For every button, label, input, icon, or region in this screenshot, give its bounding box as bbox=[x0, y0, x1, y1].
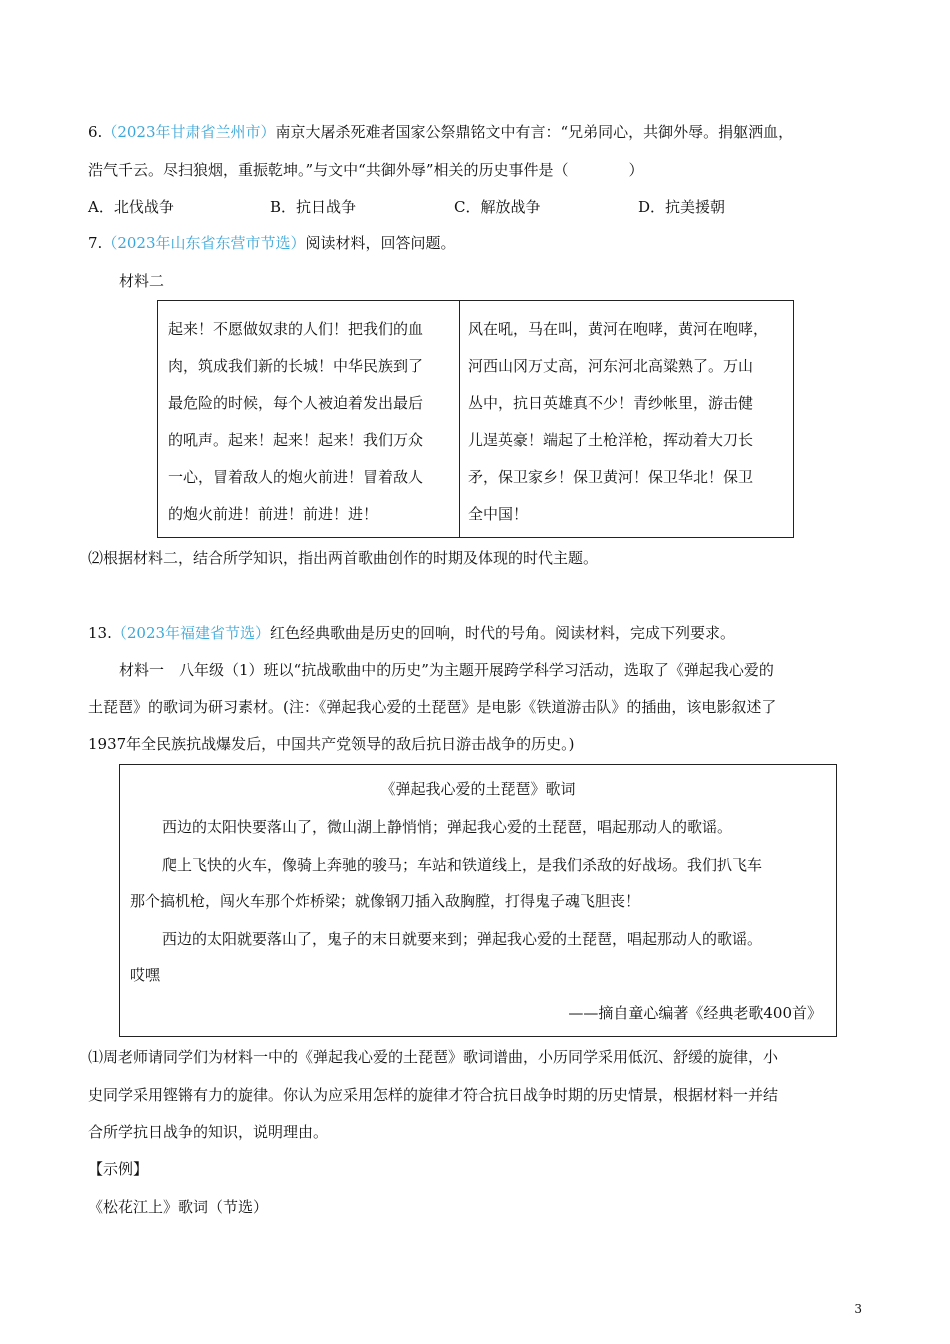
q7-source: （2023年山东省东营市节选） bbox=[102, 234, 306, 252]
lyrics-box bbox=[119, 764, 837, 1037]
q7-number: 7. bbox=[88, 234, 103, 252]
q13-material-1-line-3: 1937年全民族抗战爆发后，中国共产党领导的敌后抗日游击战争的历史。) bbox=[88, 735, 575, 753]
left-cell-line-2: 肉，筑成我们新的长城！中华民族到了 bbox=[168, 357, 424, 375]
q6-line-2: 浩气千云。尽扫狼烟，重振乾坤。”与文中“共御外辱”相关的历史事件是（ ） bbox=[88, 161, 644, 179]
left-cell-line-6: 的炮火前进！前进！前进！进！ bbox=[168, 505, 379, 523]
right-cell-line-6: 全中国！ bbox=[468, 505, 529, 523]
q13-subquestion-1-line-3: 合所学抗日战争的知识，说明理由。 bbox=[88, 1123, 329, 1141]
lyrics-line-5: 哎嘿 bbox=[130, 966, 161, 984]
lyrics-line-4: 西边的太阳就要落山了，鬼子的末日就要来到；弹起我心爱的土琵琶，唱起那动人的歌谣。 bbox=[162, 930, 763, 948]
q13-subquestion-1-line-2: 史同学采用铿锵有力的旋律。你认为应采用怎样的旋律才符合抗日战争时期的历史情景，根据材料一并结 bbox=[88, 1086, 779, 1104]
page-number: 3 bbox=[854, 1302, 862, 1316]
left-cell-line-1: 起来！不愿做奴隶的人们！把我们的血 bbox=[168, 320, 424, 338]
q13-material-1-line-2: 土琵琶》的歌词为研习素材。(注：《弹起我心爱的土琵琶》是电影《铁道游击队》的插曲，该电影叙述了 bbox=[88, 698, 777, 716]
table-divider bbox=[459, 301, 460, 537]
q13-source: （2023年福建省节选） bbox=[111, 624, 271, 642]
right-cell-line-1: 风在吼，马在叫，黄河在咆哮，黄河在咆哮， bbox=[468, 320, 769, 338]
q13-intro: 红色经典歌曲是历史的回响，时代的号角。阅读材料，完成下列要求。 bbox=[270, 624, 736, 642]
q6-option-a: A．北伐战争 bbox=[88, 198, 174, 216]
q6-option-d: D．抗美援朝 bbox=[638, 198, 726, 216]
lyrics-line-1: 西边的太阳快要落山了，微山湖上静悄悄；弹起我心爱的土琵琶，唱起那动人的歌谣。 bbox=[162, 818, 733, 836]
q7-intro: 阅读材料，回答问题。 bbox=[305, 234, 456, 252]
left-cell-line-3: 最危险的时候，每个人被迫着发出最后 bbox=[168, 394, 424, 412]
q6-text-1: 南京大屠杀死难者国家公祭鼎铭文中有言：“兄弟同心，共御外辱。捐躯洒血， bbox=[275, 123, 794, 141]
lyrics-credit: ——摘自童心编著《经典老歌400首》 bbox=[568, 1004, 822, 1022]
right-cell-line-2: 河西山冈万丈高，河东河北高粱熟了。万山 bbox=[468, 357, 754, 375]
lyrics-title: 《弹起我心爱的土琵琶》歌词 bbox=[380, 780, 576, 798]
q7-subquestion-2: ⑵根据材料二，结合所学知识，指出两首歌曲创作的时期及体现的时代主题。 bbox=[88, 549, 599, 567]
q6-number: 6. bbox=[88, 123, 103, 141]
left-cell-line-5: 一心，冒着敌人的炮火前进！冒着敌人 bbox=[168, 468, 424, 486]
q13-line-1 bbox=[88, 623, 735, 643]
left-cell-line-4: 的吼声。起来！起来！起来！我们万众 bbox=[168, 431, 424, 449]
q7-material-label: 材料二 bbox=[119, 272, 165, 290]
q6-source: （2023年甘肃省兰州市） bbox=[102, 123, 276, 141]
q13-number: 13. bbox=[88, 624, 112, 642]
right-cell-line-5: 矛，保卫家乡！保卫黄河！保卫华北！保卫 bbox=[468, 468, 754, 486]
right-cell-line-4: 儿逞英豪！端起了土枪洋枪，挥动着大刀长 bbox=[468, 431, 754, 449]
q6-option-c: C．解放战争 bbox=[454, 198, 541, 216]
example-label: 【示例】 bbox=[88, 1160, 149, 1178]
q6-option-b: B．抗日战争 bbox=[270, 198, 357, 216]
right-cell-line-3: 丛中，抗日英雄真不少！青纱帐里，游击健 bbox=[468, 394, 754, 412]
q13-material-1-line-1: 材料一 八年级（1）班以“抗战歌曲中的历史”为主题开展跨学科学习活动，选取了《弹起我心爱的 bbox=[119, 661, 774, 679]
lyrics-line-2: 爬上飞快的火车，像骑上奔驰的骏马；车站和铁道线上，是我们杀敌的好战场。我们扒飞车 bbox=[162, 856, 763, 874]
q6-line-1 bbox=[88, 122, 793, 142]
lyrics-line-3: 那个搞机枪，闯火车那个炸桥梁；就像钢刀插入敌胸膛，打得鬼子魂飞胆丧！ bbox=[130, 892, 641, 910]
q13-subquestion-1-line-1: ⑴周老师请同学们为材料一中的《弹起我心爱的土琵琶》歌词谱曲，小历同学采用低沉、舒缓的旋律，小 bbox=[88, 1048, 779, 1066]
q7-line-1 bbox=[88, 233, 456, 253]
q7-material-table bbox=[157, 300, 794, 538]
example-title: 《松花江上》歌词（节选） bbox=[88, 1198, 269, 1216]
